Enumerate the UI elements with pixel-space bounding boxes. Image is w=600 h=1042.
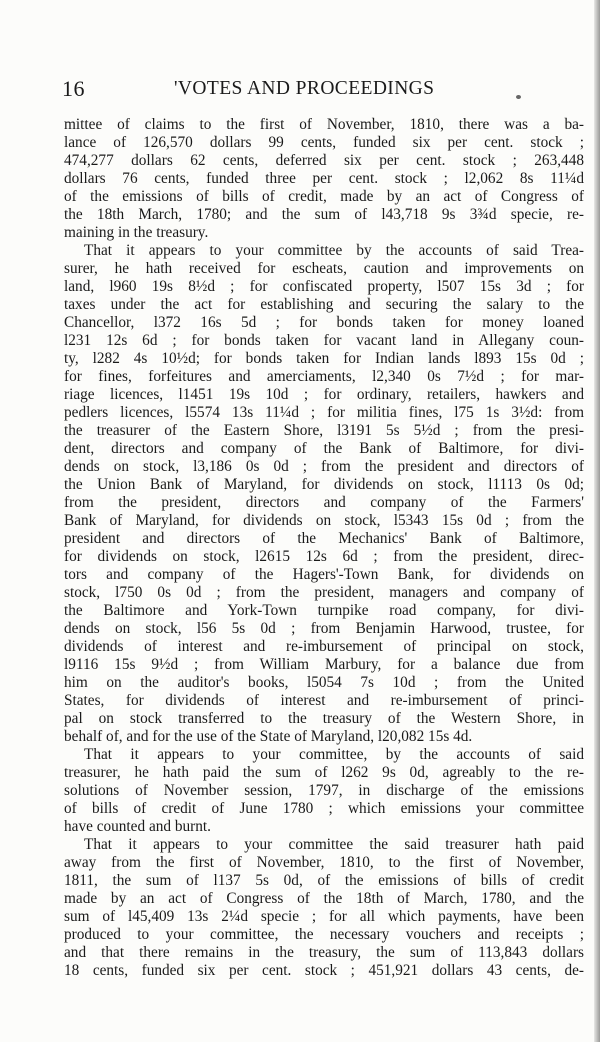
text-line: president and directors of the Mechanics' Bank of Baltimore, [64, 530, 584, 547]
text-line: 18 cents, funded six per cent. stock ; 451,921 dollars 43 cents, de- [64, 962, 584, 979]
text-line: lance of 126,570 dollars 99 cents, funded six per cent. stock ; [64, 134, 584, 151]
text-line: surer, he hath received for escheats, caution and improvements on [64, 260, 584, 277]
page-number: 16 [62, 76, 85, 101]
text-line: mittee of claims to the first of November, 1810, there was a ba- [64, 116, 584, 133]
body-text [64, 116, 584, 980]
text-line: l9116 15s 9½d ; from William Marbury, for a balance due from [64, 656, 584, 673]
text-line: sum of l45,409 13s 2¼d specie ; for all which payments, have been [64, 908, 584, 925]
text-line: pedlers licences, l5574 13s 11¼d ; for militia fines, l75 1s 3½d: from [64, 404, 584, 421]
text-line: 474,277 dollars 62 cents, deferred six per cent. stock ; 263,448 [64, 152, 584, 169]
text-line: of the emissions of bills of credit, made by an act of Congress of [64, 188, 584, 205]
text-line: tors and company of the Hagers'-Town Bank, for dividends on [64, 566, 584, 583]
text-line: the Baltimore and York-Town turnpike road company, for divi- [64, 602, 584, 619]
text-line: him on the auditor's books, l5054 7s 10d ; from the United [64, 674, 584, 691]
text-line: States, for dividends of interest and re-imbursement of princi- [64, 692, 584, 709]
page-header [62, 76, 522, 106]
text-line: dent, directors and company of the Bank of Baltimore, for divi- [64, 440, 584, 457]
text-line: dends on stock, l56 5s 0d ; from Benjamin Harwood, trustee, for [64, 620, 584, 637]
text-line: for dividends on stock, l2615 12s 6d ; from the president, direc- [64, 548, 584, 565]
text-line: from the president, directors and company of the Farmers' [64, 494, 584, 511]
text-line: pal on stock transferred to the treasury of the Western Shore, in [64, 710, 584, 727]
text-line: and that there remains in the treasury, the sum of 113,843 dollars [64, 944, 584, 961]
text-line: ty, l282 4s 10½d; for bonds taken for Indian lands l893 15s 0d ; [64, 350, 584, 367]
text-line: riage licences, l1451 19s 10d ; for ordinary, retailers, hawkers and [64, 386, 584, 403]
text-line: made by an act of Congress of the 18th of March, 1780, and the [64, 890, 584, 907]
text-line: of bills of credit of June 1780 ; which emissions your committee [64, 800, 584, 817]
text-line: produced to your committee, the necessary vouchers and receipts ; [64, 926, 584, 943]
text-line: dends on stock, l3,186 0s 0d ; from the president and directors of [64, 458, 584, 475]
text-line: land, l960 19s 8½d ; for confiscated property, l507 15s 3d ; for [64, 278, 584, 295]
text-line: treasurer, he hath paid the sum of l262 9s 0d, agreably to the re- [64, 764, 584, 781]
text-line: That it appears to your committee by the accounts of said Trea- [84, 242, 584, 259]
text-line: Chancellor, l372 16s 5d ; for bonds taken for money loaned [64, 314, 584, 331]
text-line: taxes under the act for establishing and securing the salary to the [64, 296, 584, 313]
text-line: 1811, the sum of l137 5s 0d, of the emissions of bills of credit [64, 872, 584, 889]
text-line: have counted and burnt. [64, 818, 211, 835]
text-line: dividends of interest and re-imbursement of principal on stock, [64, 638, 584, 655]
page-edge-shadow [594, 0, 600, 1042]
ink-speck [516, 95, 521, 99]
text-line: That it appears to your committee the said treasurer hath paid [84, 836, 584, 853]
text-line: behalf of, and for the use of the State of Maryland, l20,082 15s 4d. [64, 728, 473, 745]
text-line: l231 12s 6d ; for bonds taken for vacant land in Allegany coun- [64, 332, 584, 349]
text-line: Bank of Maryland, for dividends on stock, l5343 15s 0d ; from the [64, 512, 584, 529]
running-head: 'VOTES AND PROCEEDINGS [174, 78, 435, 99]
text-line: away from the first of November, 1810, to the first of November, [64, 854, 584, 871]
text-line: the 18th March, 1780; and the sum of l43,718 9s 3¾d specie, re- [64, 206, 584, 223]
text-line: stock, l750 0s 0d ; from the president, managers and company of [64, 584, 584, 601]
text-line: for fines, forfeitures and amerciaments, l2,340 0s 7½d ; for mar- [64, 368, 584, 385]
text-line: That it appears to your committee, by the accounts of said [84, 746, 584, 763]
text-line: dollars 76 cents, funded three per cent. stock ; l2,062 8s 11¼d [64, 170, 584, 187]
text-line: solutions of November session, 1797, in discharge of the emissions [64, 782, 584, 799]
text-line: the treasurer of the Eastern Shore, l3191 5s 5½d ; from the presi- [64, 422, 584, 439]
text-line: the Union Bank of Maryland, for dividends on stock, l1113 0s 0d; [64, 476, 584, 493]
text-line: maining in the treasury. [64, 224, 209, 241]
